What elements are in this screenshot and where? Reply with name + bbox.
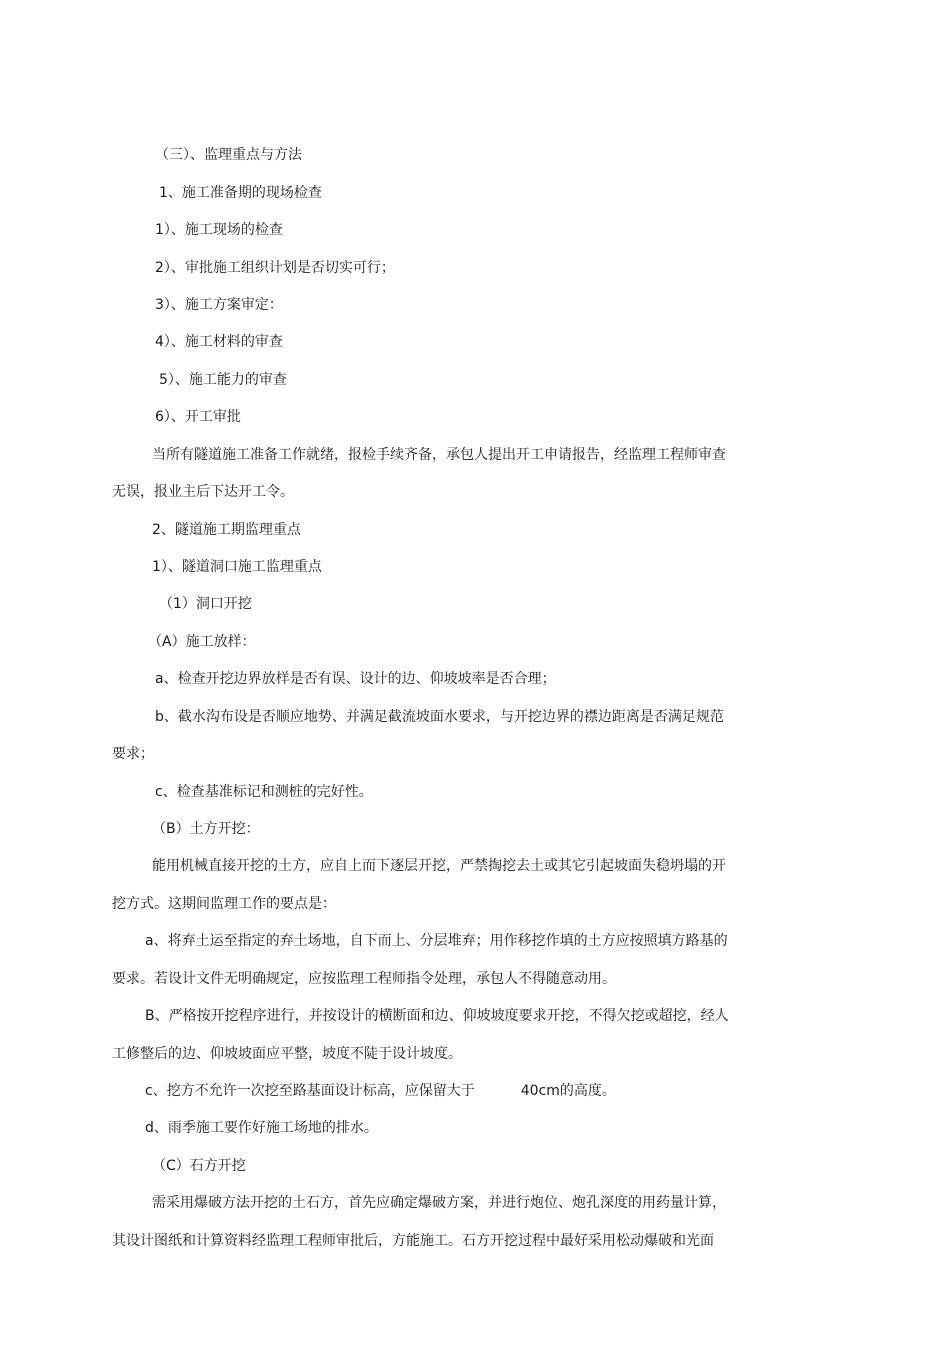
list-item: （B）土方开挖：: [152, 821, 260, 837]
paragraph-line: 挖方式。这期间监理工作的要点是：: [112, 896, 336, 912]
list-item: 1）、施工现场的检查: [155, 222, 283, 238]
paragraph-line: [145, 1081, 616, 1101]
subsection-heading: 1、施工准备期的现场检查: [159, 185, 322, 201]
paragraph-text: c、挖方不允许一次挖至路基面设计标高，应保留大于: [145, 1083, 475, 1099]
subsection-heading: 2、隧道施工期监理重点: [152, 522, 301, 538]
list-item: 5）、施工能力的审查: [159, 372, 287, 388]
list-item: （C）石方开挖: [152, 1158, 246, 1174]
list-item: 6）、开工审批: [155, 409, 241, 425]
list-item: c、检查基准标记和测桩的完好性。: [155, 784, 373, 800]
paragraph-text: 40cm的高度。: [520, 1083, 616, 1099]
paragraph-line: 需采用爆破方法开挖的土石方，首先应确定爆破方案，并进行炮位、炮孔深度的用药量计算，: [152, 1195, 726, 1211]
list-item: 4）、施工材料的审查: [155, 334, 283, 350]
list-item: a、检查开挖边界放样是否有误、设计的边、仰坡坡率是否合理；: [155, 671, 556, 687]
paragraph-line: d、雨季施工要作好施工场地的排水。: [145, 1120, 378, 1136]
paragraph-line: 能用机械直接开挖的土方，应自上而下逐层开挖，严禁掏挖去土或其它引起坡面失稳坍塌的开: [152, 858, 726, 874]
paragraph-line: 当所有隧道施工准备工作就绪，报检手续齐备，承包人提出开工申请报告，经监理工程师审查: [152, 447, 726, 463]
section-heading: （三）、监理重点与方法: [155, 147, 302, 163]
paragraph-line: 工修整后的边、仰坡坡面应平整，坡度不陡于设计坡度。: [112, 1046, 462, 1062]
list-item: 2）、审批施工组织计划是否切实可行；: [155, 260, 395, 276]
paragraph-line: 要求；: [112, 746, 154, 762]
list-item: 3）、施工方案审定：: [155, 297, 283, 313]
paragraph-line: b、截水沟布设是否顺应地势、并满足截流坡面水要求，与开挖边界的襟边距离是否满足规范: [155, 709, 724, 725]
paragraph-line: 要求。若设计文件无明确规定，应按监理工程师指令处理，承包人不得随意动用。: [112, 971, 616, 987]
paragraph-line: 无误，报业主后下达开工令。: [112, 484, 294, 500]
paragraph-line: a、将弃土运至指定的弃土场地，自下而上、分层堆弃；用作移挖作填的土方应按照填方路基的: [145, 933, 728, 949]
paragraph-line: B、严格按开挖程序进行，并按设计的横断面和边、仰坡坡度要求开挖，不得欠挖或超挖，经人: [145, 1008, 729, 1024]
paragraph-line: 其设计图纸和计算资料经监理工程师审批后，方能施工。石方开挖过程中最好采用松动爆破和光面: [112, 1233, 714, 1249]
list-item: （A）施工放样：: [148, 634, 256, 650]
list-item: 1）、隧道洞口施工监理重点: [152, 559, 322, 575]
list-item: （1）洞口开挖: [159, 596, 252, 612]
